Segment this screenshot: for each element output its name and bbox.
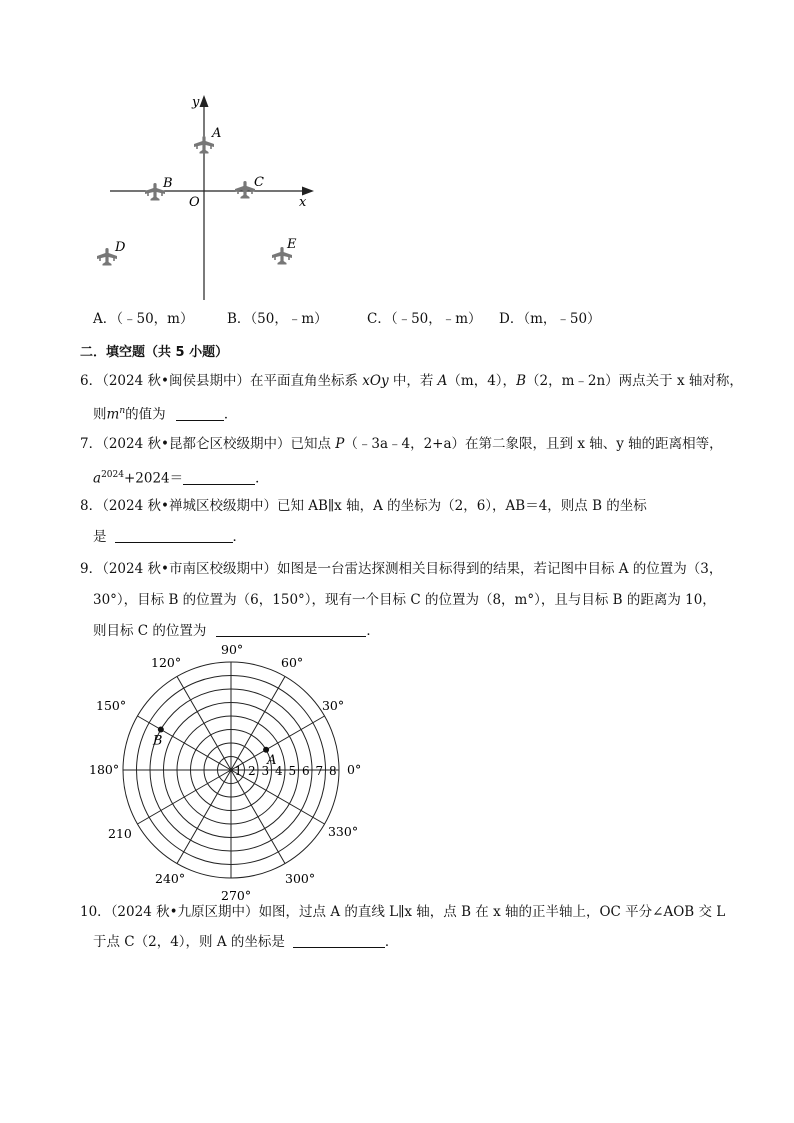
radar-ring-label: 6	[302, 764, 310, 778]
radar-point-b-label: B	[152, 733, 163, 749]
radar-angle-label: 270°	[221, 888, 252, 903]
radar-spoke-120	[177, 676, 231, 770]
point-a-label: A	[212, 126, 222, 141]
radar-ring-label: 7	[315, 764, 324, 778]
question-6-line-1: 6．（2024 秋•闽侯县期中）在平面直角坐标系 xOy 中，若 A（m，4），B（2，m﹣2n）两点关于 x 轴对称，	[80, 373, 743, 389]
radar-spoke-60	[231, 676, 285, 770]
radar-spoke-300	[231, 770, 285, 864]
radar-angle-label: 30°	[321, 698, 345, 713]
answer-blank-8[interactable]	[115, 528, 233, 543]
point-d-label: D	[115, 240, 126, 255]
question-7-line-1: 7．（2024 秋•昆都仑区校级期中）已知点 P（﹣3a﹣4，2+a）在第二象限，且到 x 轴、y 轴的距离相等，	[80, 436, 723, 452]
option-b: B．（50，﹣m）	[227, 311, 328, 327]
answer-blank-9[interactable]	[216, 622, 366, 637]
question-9-line-1: 9．（2024 秋•市南区校级期中）如图是一台雷达探测相关目标得到的结果，若记图中目标 A 的位置为（3，	[80, 561, 723, 577]
answer-blank-10[interactable]	[293, 933, 385, 948]
option-a: A．（﹣50，m）	[93, 311, 194, 327]
question-8-line-2: 是 ．	[93, 529, 246, 545]
question-8-line-1: 8．（2024 秋•禅城区校级期中）已知 AB∥x 轴，A 的坐标为（2，6），AB＝4，则点 B 的坐标	[80, 498, 647, 514]
question-9-line-3: 则目标 C 的位置为 ．	[93, 623, 380, 639]
radar-spoke-240	[177, 770, 231, 864]
section-title: 二．填空题（共 5 小题）	[80, 345, 229, 360]
question-6-line-2: 则$m^n$的值为 ．	[93, 406, 238, 423]
radar-point-b-dot	[158, 727, 164, 733]
radar-ring-label: 4	[275, 764, 283, 778]
radar-spoke-210	[137, 770, 231, 824]
origin-label: O	[189, 195, 200, 210]
radar-angle-label: 240°	[155, 870, 186, 886]
option-c: C．（﹣50，﹣m）	[367, 311, 482, 327]
radar-point-a-label: A	[267, 752, 277, 768]
question-10-line-2: 于点 C（2，4），则 A 的坐标是 ．	[93, 934, 399, 950]
radar-angle-label: 90°	[221, 642, 244, 657]
radar-figure	[89, 640, 370, 903]
radar-ring-label: 8	[329, 764, 337, 778]
radar-spoke-30	[231, 716, 325, 770]
question-9-line-2: 30°），目标 B 的位置为（6，150°），现有一个目标 C 的位置为（8，m°），且与目标 B 的距离为 10，	[93, 592, 716, 608]
radar-spoke-330	[231, 770, 325, 824]
radar-angle-label: 60°	[281, 655, 304, 671]
radar-ring-label: 3	[261, 764, 270, 778]
radar-ring-label: 2	[248, 764, 256, 778]
coordinate-plane-figure	[90, 90, 325, 305]
radar-ring-label: 1	[234, 764, 243, 778]
y-axis-label: y	[192, 95, 200, 110]
plane-icon-c	[235, 181, 255, 199]
radar-angle-label: 150°	[96, 698, 127, 713]
radar-ring-label: 5	[288, 764, 297, 778]
plane-icon-a	[194, 136, 214, 154]
radar-angle-label: 180°	[89, 762, 120, 777]
radar-spoke-150	[137, 716, 231, 770]
option-d: D．（m，﹣50）	[499, 311, 601, 327]
radar-angle-label: 330°	[327, 824, 359, 839]
radar-ring-labels	[235, 764, 337, 778]
plane-icon-b	[145, 183, 165, 201]
x-axis-label: x	[299, 195, 307, 210]
radar-angle-label: 300°	[285, 870, 316, 886]
radar-angle-label: 210	[108, 826, 132, 841]
plane-icon-d	[97, 248, 117, 266]
radar-angle-label: 0°	[347, 762, 362, 777]
answer-blank-7[interactable]	[183, 470, 255, 485]
point-e-label: E	[287, 237, 297, 252]
point-b-label: B	[163, 176, 173, 191]
answer-blank-6[interactable]	[176, 406, 224, 421]
question-7-line-2: $a^{2024}+2024=$ ．	[93, 470, 269, 487]
point-c-label: C	[254, 175, 264, 190]
question-10-line-1: 10．（2024 秋•九原区期中）如图，过点 A 的直线 L∥x 轴，点 B 在 x 轴的正半轴上，OC 平分∠AOB 交 L	[80, 904, 726, 920]
radar-angle-label: 120°	[151, 655, 182, 671]
